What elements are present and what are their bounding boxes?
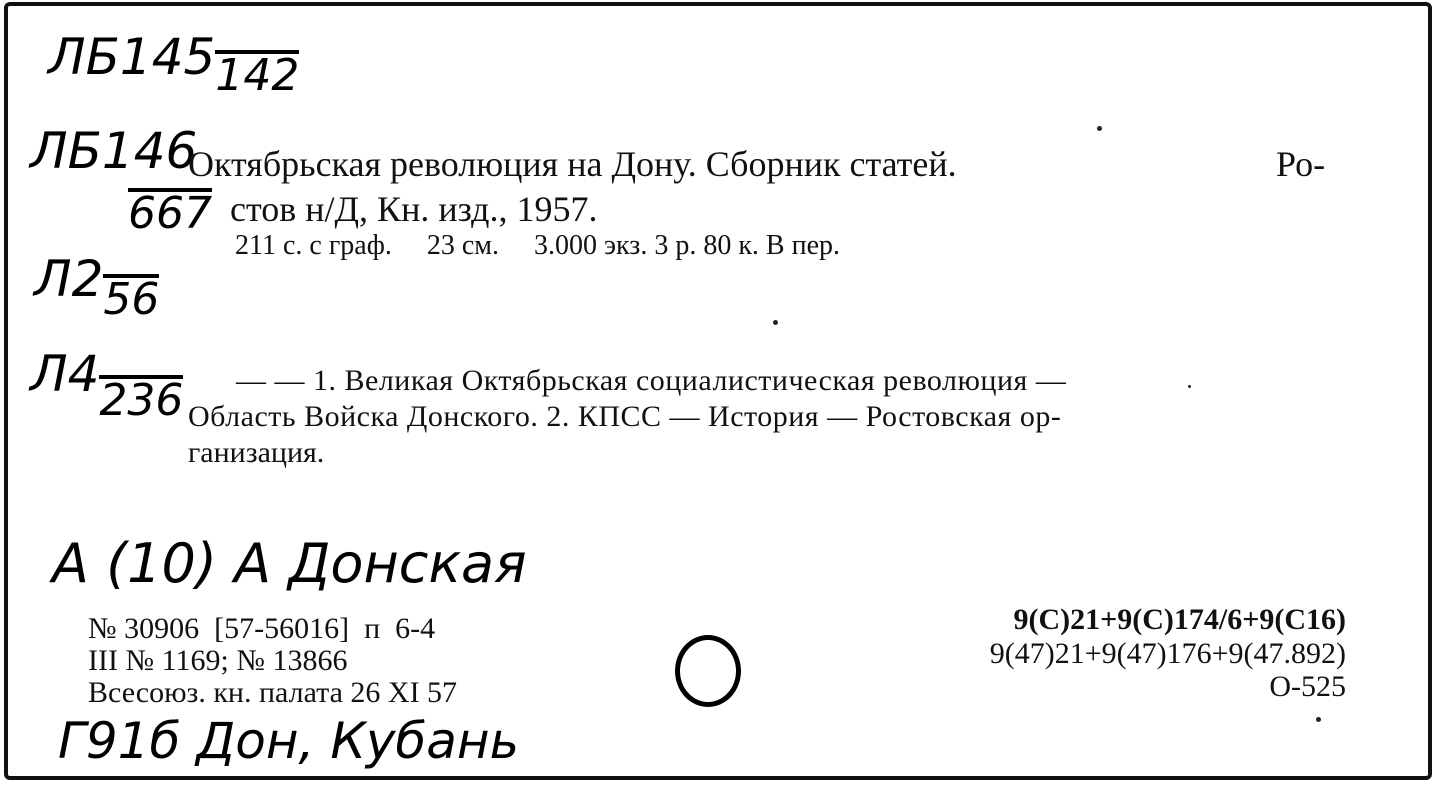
subjects-line-1: — — 1. Великая Октябрьская социалистическая революция —	[236, 364, 1067, 397]
shelf-mark-1-fraction: 142	[215, 50, 300, 101]
speck-1	[1097, 126, 1102, 131]
shelf-mark-3-fraction: 56	[103, 274, 160, 325]
handwritten-footer: Г91б Дон, Кубань	[58, 712, 520, 770]
speck-2	[773, 320, 778, 325]
title-line-1: Октябрьская революция на Дону. Сборник статей.	[188, 144, 957, 184]
title-line-2: стов н/Д, Кн. изд., 1957.	[230, 189, 598, 229]
registration-line-1: № 30906 [57-56016] п 6-4	[88, 612, 436, 645]
speck-4	[1188, 385, 1191, 388]
speck-3	[1316, 717, 1321, 722]
shelf-mark-2-fraction: 667	[128, 188, 212, 239]
shelf-mark-3-base: Л2	[34, 250, 104, 308]
subjects-line-2: Область Войска Донского. 2. КПСС — История — Ростовская ор-	[188, 400, 1062, 433]
shelf-mark-1-base: ЛБ145	[48, 28, 216, 86]
subjects-line-3: ганизация.	[188, 436, 325, 469]
registration-line-3: Всесоюз. кн. палата 26 XI 57	[88, 676, 458, 709]
class-index-line-3: О-525	[1269, 670, 1346, 703]
registration-line-2: III № 1169; № 13866	[88, 644, 348, 677]
shelf-mark-4-base: Л4	[30, 345, 100, 403]
card-punch-hole	[675, 635, 741, 707]
class-index-line-1: 9(С)21+9(С)174/6+9(С16)	[1013, 603, 1346, 636]
physical-description: 211 с. с граф. 23 см. 3.000 экз. 3 р. 80 к. В пер.	[235, 230, 841, 261]
handwritten-classification: А (10) А Донская	[52, 532, 527, 595]
class-index-line-2: 9(47)21+9(47)176+9(47.892)	[989, 637, 1346, 670]
shelf-mark-4-fraction: 236	[99, 375, 184, 426]
shelf-mark-1	[48, 28, 300, 101]
shelf-mark-4	[30, 345, 184, 426]
shelf-mark-2-base: ЛБ146	[30, 122, 198, 180]
title-line-1-hyphen: Ро-	[1276, 144, 1326, 184]
shelf-mark-3	[34, 250, 160, 325]
shelf-mark-2	[30, 122, 197, 180]
